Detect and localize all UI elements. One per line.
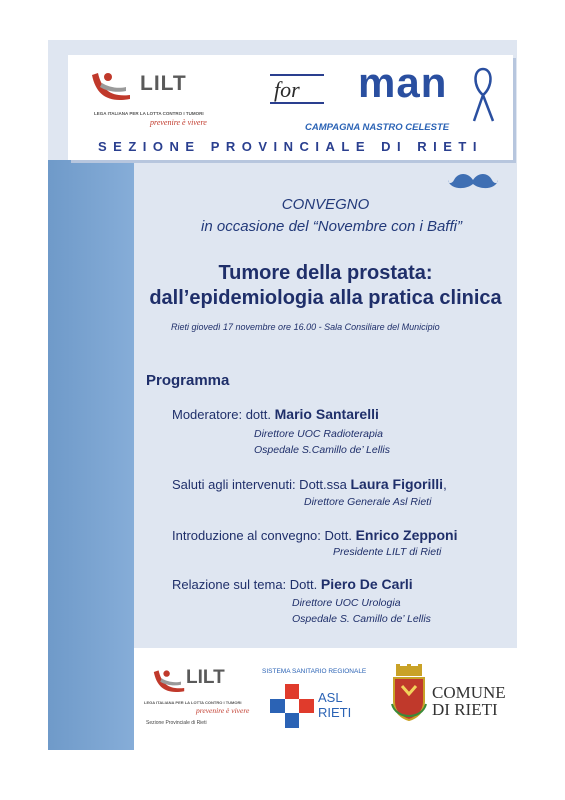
comune-line1: COMUNE bbox=[432, 683, 506, 702]
program-item-moderator bbox=[172, 406, 379, 422]
program-role: Relazione sul tema: Dott. bbox=[172, 577, 318, 592]
rieti-coat-of-arms-icon bbox=[390, 664, 428, 728]
footer-lilt-logo bbox=[144, 664, 274, 744]
footer-lilt-name: LILT bbox=[186, 667, 225, 688]
program-detail: Direttore UOC Radioterapia bbox=[254, 428, 383, 440]
lilt-logo-icon bbox=[86, 65, 136, 110]
program-speaker: Enrico Zepponi bbox=[355, 527, 458, 543]
program-speaker: Piero De Carli bbox=[320, 576, 413, 592]
program-detail: Ospedale S. Camillo de’ Lellis bbox=[292, 613, 431, 625]
header-lilt-fullname: LEGA ITALIANA PER LA LOTTA CONTRO I TUMORI bbox=[94, 111, 204, 116]
event-occasion: in occasione del “Novembre con i Baffi” bbox=[201, 218, 462, 235]
asl-name bbox=[318, 690, 351, 720]
program-role: Moderatore: dott. bbox=[172, 407, 271, 422]
header-lilt-name: LILT bbox=[140, 72, 187, 95]
program-detail: Direttore UOC Urologia bbox=[292, 597, 401, 609]
program-speaker: Mario Santarelli bbox=[274, 406, 379, 422]
event-date-venue: Rieti giovedì 17 novembre ore 16.00 - Sala Consiliare del Municipio bbox=[171, 322, 440, 332]
program-detail: Ospedale S.Camillo de’ Lellis bbox=[254, 444, 390, 456]
event-type: CONVEGNO bbox=[281, 196, 370, 213]
asl-line1: ASL bbox=[318, 690, 343, 705]
footer-logos bbox=[134, 648, 517, 750]
program-heading: Programma bbox=[146, 372, 230, 389]
footer-lilt-fullname: LEGA ITALIANA PER LA LOTTA CONTRO I TUMORI bbox=[144, 700, 242, 705]
event-title-line2: dall’epidemiologia alla pratica clinica bbox=[149, 287, 502, 309]
footer-lilt-motto: prevenire è vivere bbox=[196, 706, 250, 715]
lilt-logo-icon bbox=[148, 664, 190, 700]
side-color-bar bbox=[48, 160, 134, 750]
for-top-rule bbox=[270, 74, 324, 76]
comune-name bbox=[432, 684, 506, 718]
comune-rieti-logo bbox=[390, 662, 510, 742]
program-role: Saluti agli intervenuti: Dott.ssa bbox=[172, 477, 347, 492]
event-title-line1: Tumore della prostata: bbox=[218, 262, 433, 284]
program-item-talk bbox=[172, 576, 413, 592]
asl-system-label: SISTEMA SANITARIO REGIONALE bbox=[262, 668, 367, 675]
program-detail: Presidente LILT di Rieti bbox=[333, 546, 442, 558]
for-word: for bbox=[274, 77, 300, 102]
header-banner bbox=[68, 55, 513, 160]
section-title: SEZIONE PROVINCIALE DI RIETI bbox=[98, 139, 483, 154]
footer-lilt-section: Sezione Provinciale di Rieti bbox=[146, 720, 207, 726]
program-item-greetings bbox=[172, 476, 447, 492]
comune-line2: DI RIETI bbox=[432, 700, 498, 719]
mustache-icon bbox=[448, 170, 498, 192]
for-bottom-rule bbox=[270, 102, 324, 104]
program-detail: Direttore Generale Asl Rieti bbox=[304, 496, 432, 508]
man-word: man bbox=[358, 59, 448, 106]
program-speaker: Laura Figorilli bbox=[350, 476, 444, 492]
asl-rieti-logo bbox=[262, 668, 382, 743]
program-item-introduction bbox=[172, 527, 457, 543]
campaign-label: CAMPAGNA NASTRO CELESTE bbox=[305, 122, 450, 133]
for-mark bbox=[270, 74, 324, 104]
program-suffix: , bbox=[443, 477, 447, 492]
header-lilt-motto: prevenire è vivere bbox=[150, 118, 207, 127]
asl-line2: RIETI bbox=[318, 705, 352, 720]
header-lilt-logo bbox=[82, 65, 242, 130]
blue-ribbon-icon bbox=[469, 65, 499, 125]
asl-cross-icon bbox=[270, 684, 314, 728]
program-role: Introduzione al convegno: Dott. bbox=[172, 528, 352, 543]
